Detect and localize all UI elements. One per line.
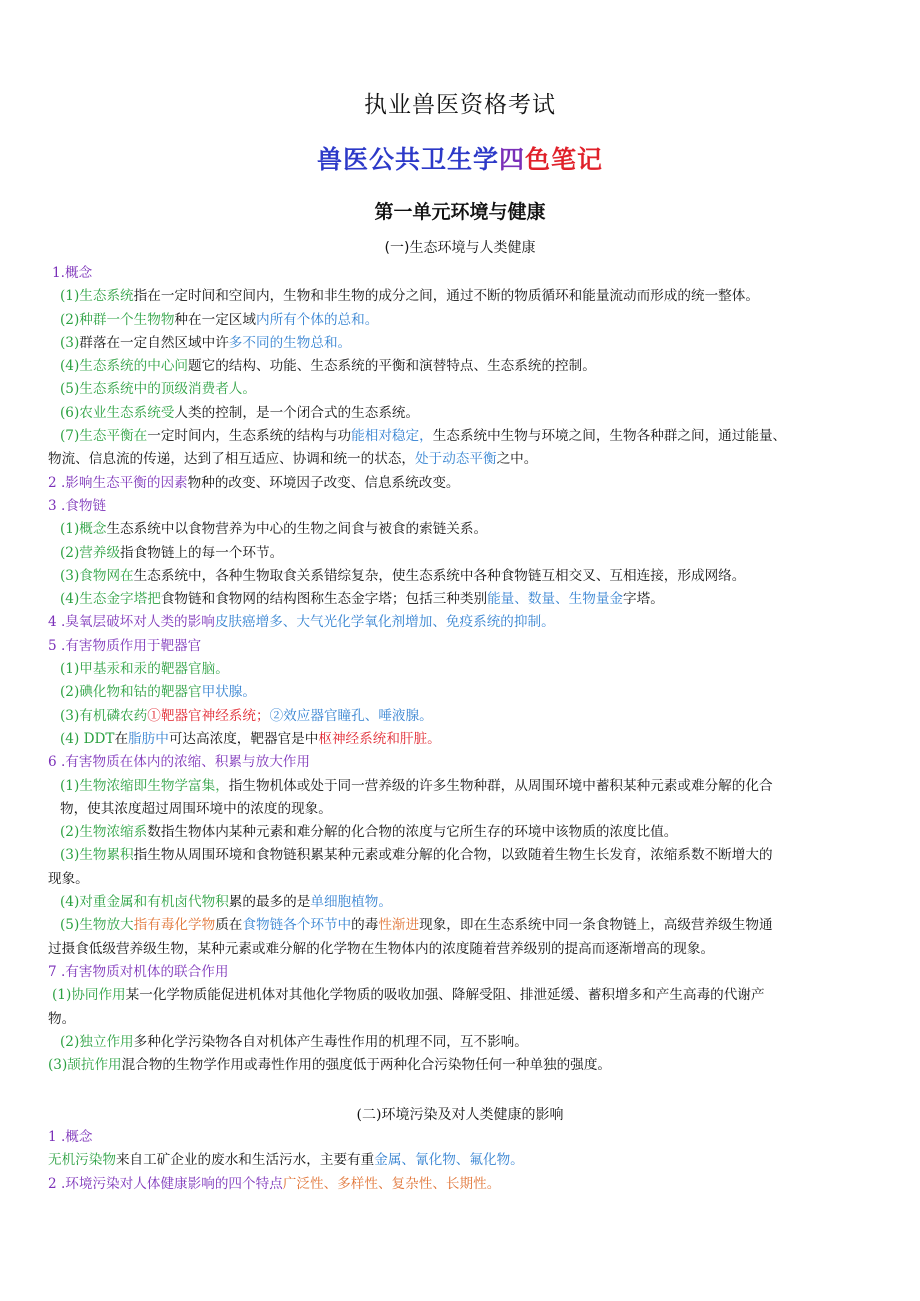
- text-run: 物种的改变、环境因子改变、信息系统改变。: [187, 474, 460, 491]
- text-run: (3): [60, 847, 80, 864]
- section-heading-1: (一)生态环境与人类健康: [384, 240, 536, 256]
- text-run: 数指生物体内某种元素和难分解的化合物的浓度与它所生存的环境中该物质的浓度比值。: [147, 824, 678, 841]
- text-line: [48, 891, 872, 914]
- text-run: 金属、氰化物、氟化物。: [374, 1152, 524, 1169]
- text-run: 可达高浓度，靶器官是中: [168, 730, 319, 747]
- text-run: (2)营养级: [60, 544, 121, 561]
- text-run: 指在一定时间和空间内，生物和非生物的成分之间，通过不断的物质循环和能量流动而形成的统一整体。: [133, 288, 759, 305]
- text-line: [48, 728, 872, 751]
- text-run: (2)碘化物和钴的靶器官: [60, 684, 202, 701]
- text-run: 累的最多的是: [228, 894, 311, 911]
- text-run: 群落: [79, 334, 107, 351]
- text-run: (2)独立作用: [60, 1033, 134, 1050]
- text-run: 生态系统中，各种生物取食关系错综复杂，使生态系统中各种食物链互相交叉、互相连接，形成网络。: [133, 567, 746, 584]
- text-run: 在: [114, 730, 129, 747]
- text-run: 物。: [48, 1010, 76, 1027]
- text-run: 一定时间内，生态系统的结构与功: [147, 428, 352, 445]
- text-run: 枢神经系统和肝脏。: [318, 730, 441, 747]
- section-heading-2: (二)环境污染及对人类健康的影响: [356, 1107, 564, 1123]
- text-run: 之中。: [496, 451, 538, 468]
- text-run: 过摄食低级营养级生物，某种元素或难分解的化学物在生物体内的浓度随着营养级别的提高而逐渐增高的现象。: [48, 940, 715, 957]
- text-run: 5 .有害物质作用于靶器官: [48, 637, 202, 654]
- text-run: 指有毒化学物: [133, 917, 216, 934]
- text-line: [48, 332, 872, 355]
- text-run: 来自工矿企业的废水和生活污水，主要有重: [115, 1152, 375, 1169]
- text-line: [48, 495, 872, 518]
- text-line: [48, 355, 872, 378]
- text-run: 某一化学物质能促进机体对其他化学物质的吸收加强、降解受阻、排泄延缓、蓄积增多和产生高毒的代谢产: [125, 987, 765, 1004]
- text-run: 能量、数量、生物量金: [487, 591, 624, 608]
- text-run: 处于动态平衡: [415, 451, 497, 468]
- text-run: (4)对重金属和有机卤代物积: [60, 894, 229, 911]
- text-run: 性渐进: [378, 917, 420, 934]
- text-run: 人类的控制，是一个闭合式的生态系统。: [174, 404, 420, 421]
- text-run: ②效应器官瞳孔、唾液腺。: [269, 707, 433, 724]
- text-line: [48, 1126, 872, 1149]
- text-run: (4) DDT: [60, 730, 115, 747]
- text-line: [48, 1173, 872, 1196]
- text-run: 7 .有害物质对机体的联合作用: [48, 963, 229, 980]
- text-run: 物，使其浓度超过周围环境中的浓度的现象。: [60, 800, 332, 817]
- text-run: (2)生物浓缩系: [60, 824, 148, 841]
- text-run: 1 .概念: [48, 1129, 93, 1145]
- text-line: [48, 1008, 872, 1031]
- text-line: [48, 961, 872, 984]
- text-line: [48, 309, 872, 332]
- text-run: 混合物的生物学作用或毒性作用的强度低于两种化合污染物任何一种单独的强度。: [121, 1057, 612, 1074]
- text-run: 广泛性、多样性、复杂性、长期性。: [282, 1175, 501, 1192]
- text-run: (5)生态系统中的顶级消费者人。: [60, 381, 256, 398]
- text-run: (3): [60, 334, 80, 351]
- notes-subtitle: [0, 140, 920, 176]
- text-run: 甲状腺。: [201, 684, 256, 701]
- text-line: [48, 472, 872, 495]
- text-line: [48, 588, 872, 611]
- text-run: 的毒: [351, 917, 379, 934]
- section-2-body: [48, 1126, 872, 1196]
- text-run: 多种化学污染物各自对机体产生毒性作用的机理不同，互不影响。: [133, 1033, 528, 1050]
- text-run: (5)生物放大: [60, 917, 134, 934]
- text-run: 2 .环境污染对人体健康影响的四个特点: [48, 1175, 283, 1192]
- text-run: 指生物机体或处于同一营养级的许多生物种群，从周围环境中蓄积某种元素或难分解的化合: [228, 777, 773, 794]
- text-run: 生态系统中以食物营养为中心的生物之间食与被食的索链关系。: [106, 521, 488, 538]
- text-line: [48, 1031, 872, 1054]
- text-run: 能相对稳定，: [351, 428, 433, 445]
- text-run: 生态系统中生物与环境之间，生物各种群之间，通过能量、: [432, 428, 787, 445]
- text-line: [48, 425, 872, 448]
- text-line: [48, 984, 872, 1007]
- text-run: 皮肤癌增多、大气光化学氧化剂增加、免疫系统的抑制。: [214, 614, 555, 631]
- text-line: [48, 1054, 872, 1077]
- text-run: 物流、信息流的传递，达到了相互适应、协调和统一的状态，: [48, 451, 416, 468]
- unit-heading: 第一单元环境与健康: [374, 201, 546, 223]
- text-run: 内所有个体的总和。: [255, 311, 379, 328]
- text-line: [48, 611, 872, 634]
- section-1-body: [48, 262, 872, 1077]
- text-run: (1)甲基汞和汞的靶器官脑。: [60, 661, 229, 678]
- text-line: [48, 868, 872, 891]
- text-run: 质在: [215, 917, 243, 934]
- text-line: [48, 751, 872, 774]
- text-run: (4)生态金字塔把: [60, 591, 161, 608]
- text-line: [48, 285, 872, 308]
- text-run: (1): [60, 288, 80, 305]
- text-line: [48, 402, 872, 425]
- text-run: (4)生态系统的中心问: [60, 358, 189, 375]
- text-line: [48, 821, 872, 844]
- text-run: (3)有机磷农药: [60, 707, 148, 724]
- text-line: [48, 914, 872, 937]
- text-run: (1)概念: [60, 521, 107, 538]
- text-run: 脂肪中: [128, 730, 169, 747]
- text-run: 现象，即在生态系统中同一条食物链上，高级营养级生物通: [419, 917, 773, 934]
- text-run: 指食物链上的每一个环节。: [120, 544, 284, 561]
- text-run: (2)种群一个生物物: [60, 311, 175, 328]
- text-line: [48, 635, 872, 658]
- text-run: 字塔。: [623, 591, 664, 608]
- text-run: 种在一定区域: [174, 311, 256, 328]
- text-line: [48, 681, 872, 704]
- text-line: [48, 844, 872, 867]
- text-run: 3 .食物链: [48, 497, 107, 514]
- text-run: 1.概念: [52, 265, 93, 281]
- text-line: [48, 775, 872, 798]
- text-line: [48, 798, 872, 821]
- text-run: 2 .影响生态平衡的因素: [48, 474, 188, 491]
- text-line: [48, 518, 872, 541]
- text-run: 生物累积: [79, 847, 134, 864]
- text-run: (6)农业生态系统受: [60, 404, 175, 421]
- text-line: [48, 448, 872, 471]
- text-run: (3)食物网在: [60, 567, 134, 584]
- text-run: 指生物从周围环境和食物链积累某种元素或难分解的化合物，以致随着生物生长发育，浓缩系数不断增大的: [133, 847, 773, 864]
- text-run: 现象。: [48, 870, 89, 887]
- text-run: 食物链各个环节中: [242, 917, 352, 934]
- text-line: [48, 262, 872, 285]
- exam-title: 执业兽医资格考试: [364, 92, 556, 118]
- subtitle-part: 四: [498, 145, 525, 174]
- text-run: 多不同的生物总和。: [228, 334, 352, 351]
- subtitle-part: 笔记: [551, 145, 604, 174]
- text-line: [48, 542, 872, 565]
- text-line: [48, 705, 872, 728]
- text-run: 食物链和食物网的结构图称生态金字塔；包括三种类别: [160, 591, 488, 608]
- subtitle-part: 色: [525, 145, 552, 174]
- text-run: 6 .有害物质在体内的浓缩、积累与放大作用: [48, 754, 310, 771]
- text-run: 生态系统: [79, 288, 134, 305]
- text-run: (7)生态平衡在: [60, 428, 148, 445]
- text-run: 4 .臭氧层破坏对人类的影响: [48, 614, 215, 631]
- text-run: 单细胞植物。: [310, 894, 392, 911]
- text-run: (3)颉抗作用: [48, 1057, 122, 1074]
- text-line: [48, 565, 872, 588]
- text-run: 在一定自然区域中许: [106, 334, 229, 351]
- subtitle-part: 兽医公共卫生学: [316, 145, 499, 174]
- text-line: [48, 378, 872, 401]
- text-line: [48, 938, 872, 961]
- text-run: 题它的结构、功能、生态系统的平衡和演替特点、生态系统的控制。: [188, 358, 596, 375]
- text-line: [48, 658, 872, 681]
- text-run: ①靶器官神经系统；: [147, 707, 270, 724]
- text-run: (1)协同作用: [52, 987, 126, 1004]
- text-run: 无机污染物: [48, 1152, 116, 1169]
- text-run: (1)生物浓缩即生物学富集，: [60, 777, 229, 794]
- text-line: [48, 1149, 872, 1172]
